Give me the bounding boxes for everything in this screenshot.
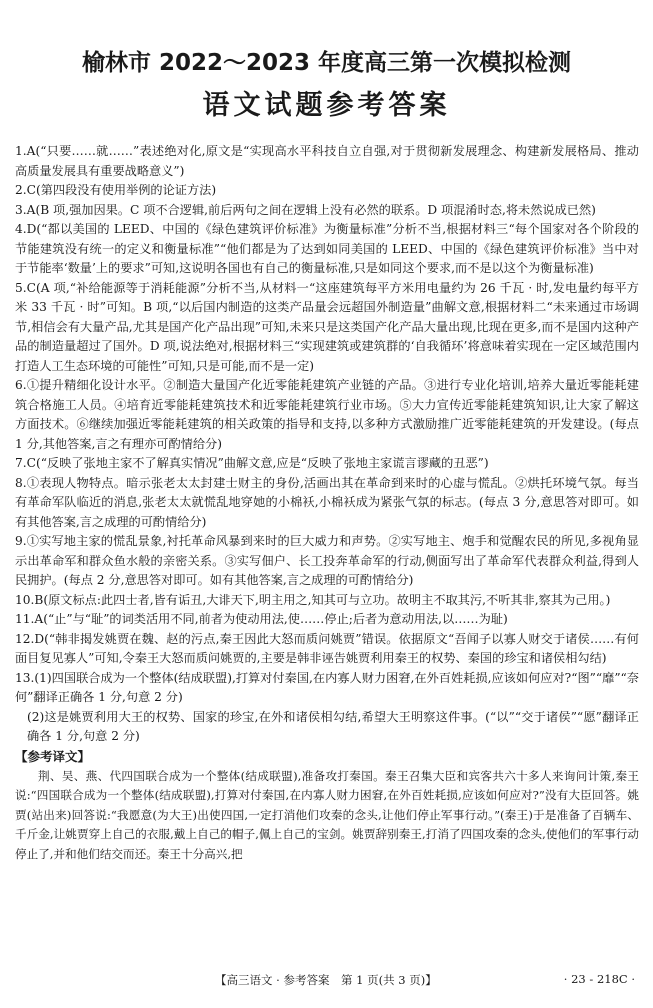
answer-item: [15, 474, 639, 533]
answer-number: 6.: [15, 378, 27, 392]
answer-number: 10.: [15, 592, 35, 607]
answer-item: [15, 201, 639, 221]
answer-item: [15, 454, 639, 474]
translation-heading: 【参考译文】: [15, 748, 91, 764]
answer-number: 12.: [15, 631, 35, 646]
answer-text: C(第四段没有使用举例的论证方法): [26, 183, 217, 197]
answer-item: [15, 669, 639, 708]
answer-text: B(原文标点:此四士者,皆有诟丑,大诽天下,明主用之,知其可与立功。故明主不取其污,不听其非,察其为己用。): [34, 592, 611, 607]
answer-number: 7.: [15, 456, 27, 470]
answer-item: [15, 279, 639, 377]
answer-text: D(“韩非揭发姚贾在魏、赵的污点,秦王因此大怒而质问姚贾”错误。依据原文“吾闻子以寡人财交于诸侯……有何面目复见寡人”可知,令秦王大怒而质问姚贾的,主要是韩非诬告姚贾利用秦王的权势、秦国的珍宝和诸侯相勾结): [15, 631, 639, 665]
answer-number: 5.: [15, 280, 27, 295]
answer-number: 3.: [15, 202, 27, 217]
answer-text: C(A 项,“补给能源等于消耗能源”分析不当,从材料一“这座建筑每平方米用电量约为 26 千瓦 · 时,发电量约每平方米 33 千瓦 · 时”可知。B 项,“以后国内制造的这类产品量会远超国外制造量”曲解文意,根据材料二“未来通过市场调节,相信会有大量产品,尤其是国产化产品出现”可知,未来只是这类国产化产品大量出现,比现在更多,而不是国内这种产品的制造量超过了国外。D 项,说法绝对,根据材料三“实现建筑或建筑群的‘自我循环’将意味着实现在一定区域范围内打造人工生态环境的可能性”可知,只是可能,而不是一定): [15, 280, 639, 373]
answer-text: D(“都以美国的 LEED、中国的《绿色建筑评价标准》为衡量标准”分析不当,根据材料三“每个国家对各个阶段的节能建筑没有统一的定义和衡量标准”“他们都是为了达到如同美国的 LEED、中国的《绿色建筑评价标准》当中对于节能率‘数量’上的要求”可知,这说明各国也有自己的衡量标准,只是如同这个要求,而不是以这个为衡量标准): [15, 222, 639, 275]
translation-text: 荆、吴、燕、代四国联合成为一个整体(结成联盟),准备攻打秦国。秦王召集大臣和宾客共六十多人来询问计策,秦王说:“四国联合成为一个整体(结成联盟),打算对付秦国,在内寡人财力困窘,在外百姓耗损,应该如何应对?”没有大臣回答。姚贾(站出来)回答说:“我愿意(为大王)出使四国,一定打消他们攻秦的念头,让他们停止军事行动。”(秦王)于是准备了百辆车、千斤金,让姚贾穿上自己的衣服,戴上自己的帽子,佩上自己的宝剑。姚贾辞别秦王,打消了四国攻秦的念头,使他们的军事行动停止了,并和他们结交而还。秦王十分高兴,把: [15, 768, 639, 861]
answer-13-part-2: (2)这是姚贾利用大王的权势、国家的珍宝,在外和诸侯相勾结,希望大王明察这件事。(“以”“交于诸侯”“愿”翻译正确各 1 分,句意 2 分): [27, 709, 639, 743]
answer-number: 4.: [15, 222, 27, 236]
answer-item: [15, 591, 639, 611]
answer-text: ①提升精细化设计水平。②制造大量国产化近零能耗建筑产业链的产品。③进行专业化培训,培养大量近零能耗建筑合格施工人员。④培育近零能耗建筑技术和近零能耗建筑行业市场。⑤大力宣传近零能耗建筑知识,让大家了解这方面技术。⑥继续加强近零能耗建筑的相关政策的指导和支持,以多种方式激励推广近零能耗建筑的开发建设。(每点 1 分,其他答案,言之有理亦可酌情给分): [15, 378, 639, 451]
answers-content: [15, 142, 639, 864]
answer-item: [15, 181, 639, 201]
answer-item: [15, 220, 639, 279]
answer-item: [15, 532, 639, 591]
answer-number: 13.: [15, 670, 35, 685]
answer-text: ①表现人物特点。暗示张老太太封建士财主的身份,活画出其在革命到来时的心虚与慌乱。②烘托环境气氛。每当有革命军队临近的消息,张老太太就慌乱地穿她的小棉袄,小棉袄成为紧张气氛的标志。(每点 3 分,意思答对即可。如有其他答案,言之成理的可酌情给分): [15, 475, 639, 529]
answer-item: [15, 610, 639, 630]
answer-list: [15, 142, 639, 708]
document-title: 榆林市 2022～2023 年度高三第一次模拟检测: [81, 50, 572, 76]
answer-text: ①实写地主家的慌乱景象,衬托革命风暴到来时的巨大威力和声势。②实写地主、炮手和觉醒农民的所见,多视角显示出革命军和群众鱼水般的亲密关系。③实写佃户、长工投奔革命军的行动,侧面写出了革命军代表群众利益,得到人民拥护。(每点 2 分,意思答对即可。如有其他答案,言之成理的可酌情给分): [15, 534, 639, 587]
answer-item: [15, 142, 639, 181]
page-footer: [0, 972, 653, 992]
answer-text: A(“只要……就……”表述绝对化,原文是“实现高水平科技自立自强,对于贯彻新发展理念、构建新发展格局、推动高质量发展具有重要战略意义”): [15, 144, 639, 178]
answer-number: 1.: [15, 144, 27, 158]
answer-number: 9.: [15, 534, 27, 548]
answer-item: [15, 376, 639, 454]
footer-code: · 23 - 218C ·: [563, 972, 635, 986]
answer-number: 11.: [15, 612, 35, 626]
answer-text: A(B 项,强加因果。C 项不合逻辑,前后两句之间在逻辑上没有必然的联系。D 项混淆时态,将未然说成已然): [26, 202, 596, 217]
answer-text: (1)四国联合成为一个整体(结成联盟),打算对付秦国,在内寡人财力困窘,在外百姓耗损,应该如何应对?“图”“靡”“奈何”翻译正确各 1 分,句意 2 分): [15, 670, 639, 704]
answer-text: A(“止”与“耻”的词类活用不同,前者为使动用法,使……停止;后者为意动用法,以……为耻): [34, 612, 508, 626]
answer-text: C(“反映了张地主家不了解真实情况”曲解文意,应是“反映了张地主家谎言谬藏的丑恶”): [26, 456, 489, 470]
answer-number: 2.: [15, 183, 27, 197]
answer-number: 8.: [15, 475, 27, 490]
answer-item: [15, 630, 639, 669]
document-subtitle: 语文试题参考答案: [202, 90, 451, 121]
footer-page-info: 【高三语文 · 参考答案 第 1 页(共 3 页)】: [215, 973, 437, 987]
